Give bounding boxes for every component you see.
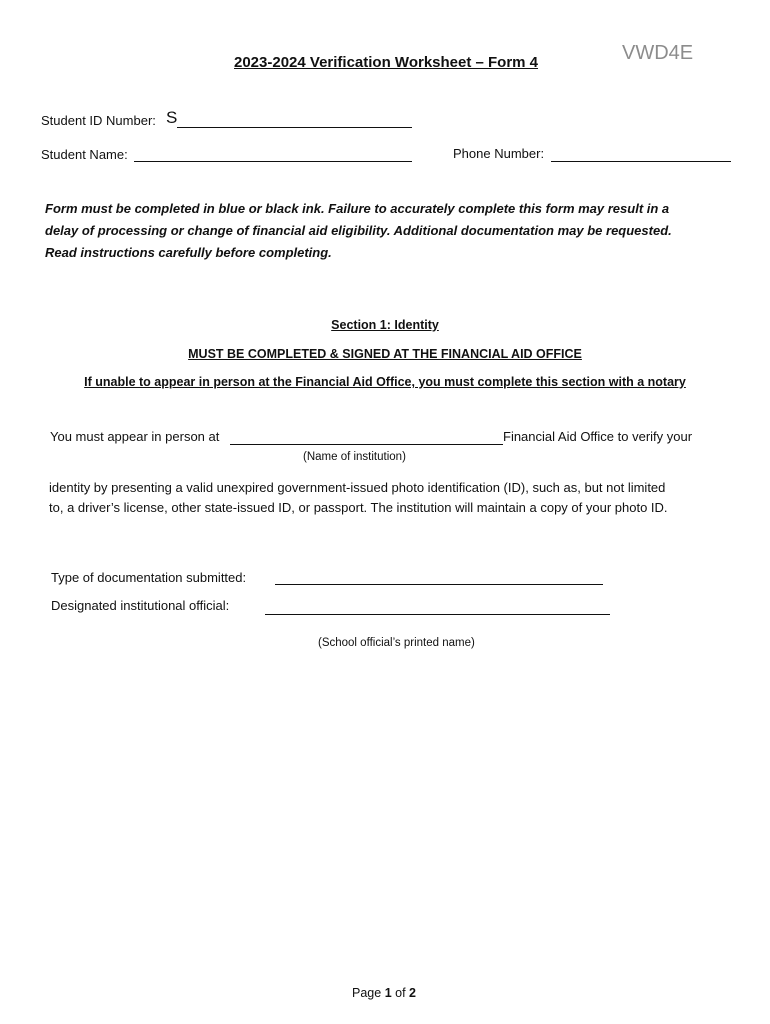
student-id-prefix: S: [166, 108, 178, 127]
page-word: Page: [352, 986, 382, 1000]
official-caption: (School official’s printed name): [318, 637, 475, 649]
official-label: Designated institutional official:: [51, 598, 230, 613]
student-name-field[interactable]: [134, 161, 412, 162]
official-name-field[interactable]: [265, 614, 610, 615]
page-current: 1: [384, 986, 392, 1000]
institution-caption: (Name of institution): [303, 451, 406, 463]
id-paragraph-line-2: to, a driver’s license, other state-issued ID, or passport. The institution will maintain a copy of your photo ID.: [49, 500, 668, 515]
appear-prefix: You must appear in person at: [50, 429, 220, 444]
section-1-subheading: MUST BE COMPLETED & SIGNED AT THE FINANCIAL AID OFFICE: [188, 347, 582, 361]
phone-number-label: Phone Number:: [453, 146, 545, 161]
appear-suffix: Financial Aid Office to verify your: [503, 429, 693, 444]
student-id-label: Student ID Number:: [41, 113, 156, 128]
doc-type-field[interactable]: [275, 584, 603, 585]
doc-type-label: Type of documentation submitted:: [51, 570, 247, 585]
ink-notice: Form must be completed in blue or black ink. Failure to accurately complete this form may result in a delay of processing or change of financial aid eligibility. Additional documentation may be requested. Read instructions carefully before completing.: [45, 201, 672, 260]
institution-name-field[interactable]: [230, 444, 503, 445]
page-total: 2: [409, 986, 416, 1000]
form-code: VWD4E: [622, 42, 694, 64]
notary-instruction: If unable to appear in person at the Financial Aid Office, you must complete this section with a notary: [84, 375, 686, 389]
page-title: 2023-2024 Verification Worksheet – Form 4: [234, 54, 539, 71]
section-1-heading: Section 1: Identity: [331, 318, 439, 332]
page-of: of: [395, 986, 406, 1000]
phone-number-field[interactable]: [551, 161, 731, 162]
id-paragraph-line-1: identity by presenting a valid unexpired government-issued photo identification (ID), such as, but not limited: [49, 480, 666, 495]
student-id-field[interactable]: [177, 127, 412, 128]
page-number: [352, 986, 416, 1000]
student-name-label: Student Name:: [41, 147, 128, 162]
